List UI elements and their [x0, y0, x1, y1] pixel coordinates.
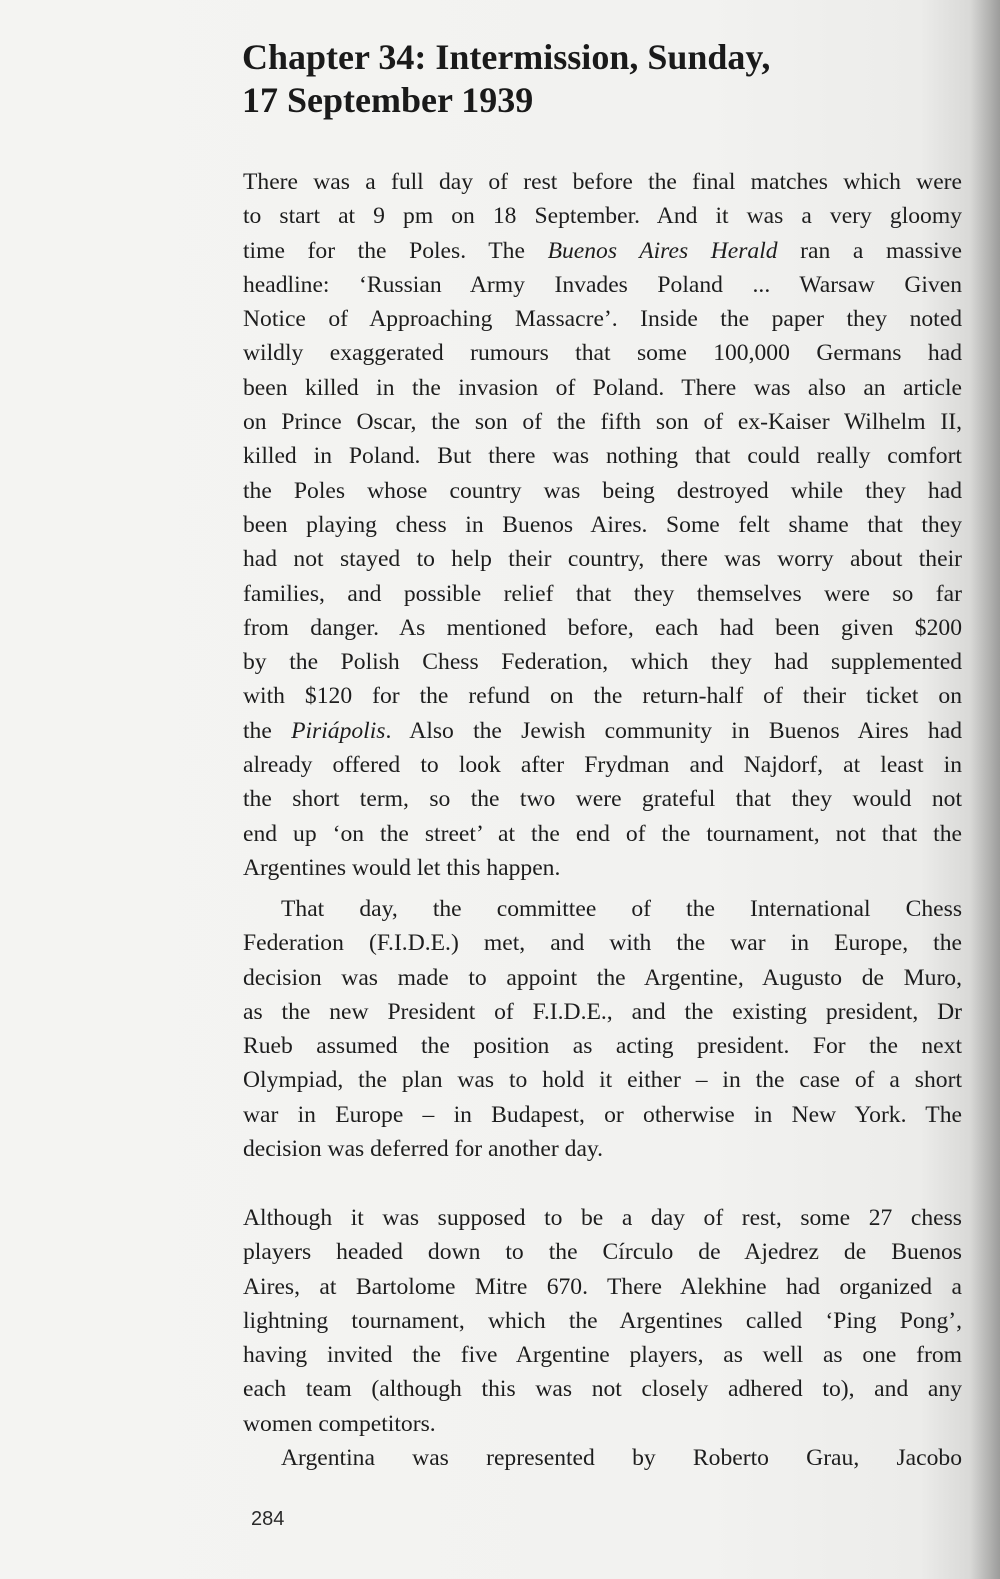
- paragraph-2: [243, 892, 962, 1166]
- text-line: been killed in the invasion of Poland. There was also an article: [243, 374, 962, 401]
- chapter-title-line-1: Chapter 34: Intermission, Sunday,: [242, 37, 771, 77]
- text-line: having invited the five Argentine players, as well as one from: [243, 1342, 962, 1369]
- paragraph-3: [243, 1201, 962, 1475]
- text-line: Notice of Approaching Massacre’. Inside the paper they noted: [243, 306, 962, 333]
- chapter-title: [242, 36, 882, 122]
- text-line: women competitors.: [243, 1410, 436, 1437]
- ship-name: Piriápolis: [291, 717, 386, 744]
- page-edge-shadow: [970, 0, 1000, 1579]
- text-line: Argentines would let this happen.: [243, 854, 561, 881]
- text-line: Although it was supposed to be a day of rest, some 27 chess: [243, 1205, 962, 1231]
- text-line: by the Polish Chess Federation, which they had supplemented: [243, 649, 962, 676]
- text-line: with $120 for the refund on the return-half of their ticket on: [243, 683, 962, 710]
- text-line: each team (although this was not closely adhered to), and any: [243, 1376, 962, 1403]
- paragraph-1: [243, 165, 962, 885]
- text-line: time for the Poles. The Buenos Aires Herald ran a massive: [243, 237, 962, 264]
- text-line: had not stayed to help their country, there was worry about their: [243, 546, 962, 573]
- text-line: war in Europe – in Budapest, or otherwise in New York. The: [243, 1101, 962, 1128]
- text-line: headline: ‘Russian Army Invades Poland ... Warsaw Given: [243, 271, 962, 298]
- text-line: There was a full day of rest before the final matches which were: [243, 169, 962, 195]
- text-line: Argentina was represented by Roberto Grau, Jacobo: [281, 1445, 962, 1472]
- text-line: already offered to look after Frydman and Najdorf, at least in: [243, 752, 962, 779]
- text-line: from danger. As mentioned before, each had been given $200: [243, 614, 962, 641]
- text-line: Olympiad, the plan was to hold it either – in the case of a short: [243, 1067, 962, 1094]
- text-line: players headed down to the Círculo de Ajedrez de Buenos: [243, 1239, 962, 1266]
- newspaper-title: Buenos Aires Herald: [547, 237, 778, 264]
- text-line: the Poles whose country was being destroyed while they had: [243, 477, 962, 504]
- page-number: 284: [251, 1508, 285, 1530]
- text-line: on Prince Oscar, the son of the fifth son of ex-Kaiser Wilhelm II,: [243, 409, 962, 436]
- text-line: lightning tournament, which the Argentines called ‘Ping Pong’,: [243, 1307, 962, 1334]
- text-line: as the new President of F.I.D.E., and the existing president, Dr: [243, 998, 962, 1025]
- text-line: to start at 9 pm on 18 September. And it was a very gloomy: [243, 203, 962, 230]
- text-line: decision was made to appoint the Argentine, Augusto de Muro,: [243, 964, 962, 991]
- text-line: Rueb assumed the position as acting president. For the next: [243, 1033, 962, 1060]
- text-line: That day, the committee of the International Chess: [281, 896, 962, 922]
- text-line: the short term, so the two were grateful that they would not: [243, 786, 962, 813]
- text-line: the Piriápolis. Also the Jewish community in Buenos Aires had: [243, 717, 962, 744]
- text-line: killed in Poland. But there was nothing that could really comfort: [243, 443, 962, 470]
- text-line: Federation (F.I.D.E.) met, and with the war in Europe, the: [243, 930, 962, 957]
- text-line: decision was deferred for another day.: [243, 1136, 604, 1163]
- chapter-title-line-2: 17 September 1939: [242, 80, 534, 120]
- text-line: been playing chess in Buenos Aires. Some felt shame that they: [243, 511, 962, 538]
- text-line: Aires, at Bartolome Mitre 670. There Alekhine had organized a: [243, 1273, 962, 1300]
- text-line: families, and possible relief that they themselves were so far: [243, 580, 962, 607]
- text-line: wildly exaggerated rumours that some 100,000 Germans had: [243, 340, 962, 367]
- text-line: end up ‘on the street’ at the end of the tournament, not that the: [243, 820, 962, 847]
